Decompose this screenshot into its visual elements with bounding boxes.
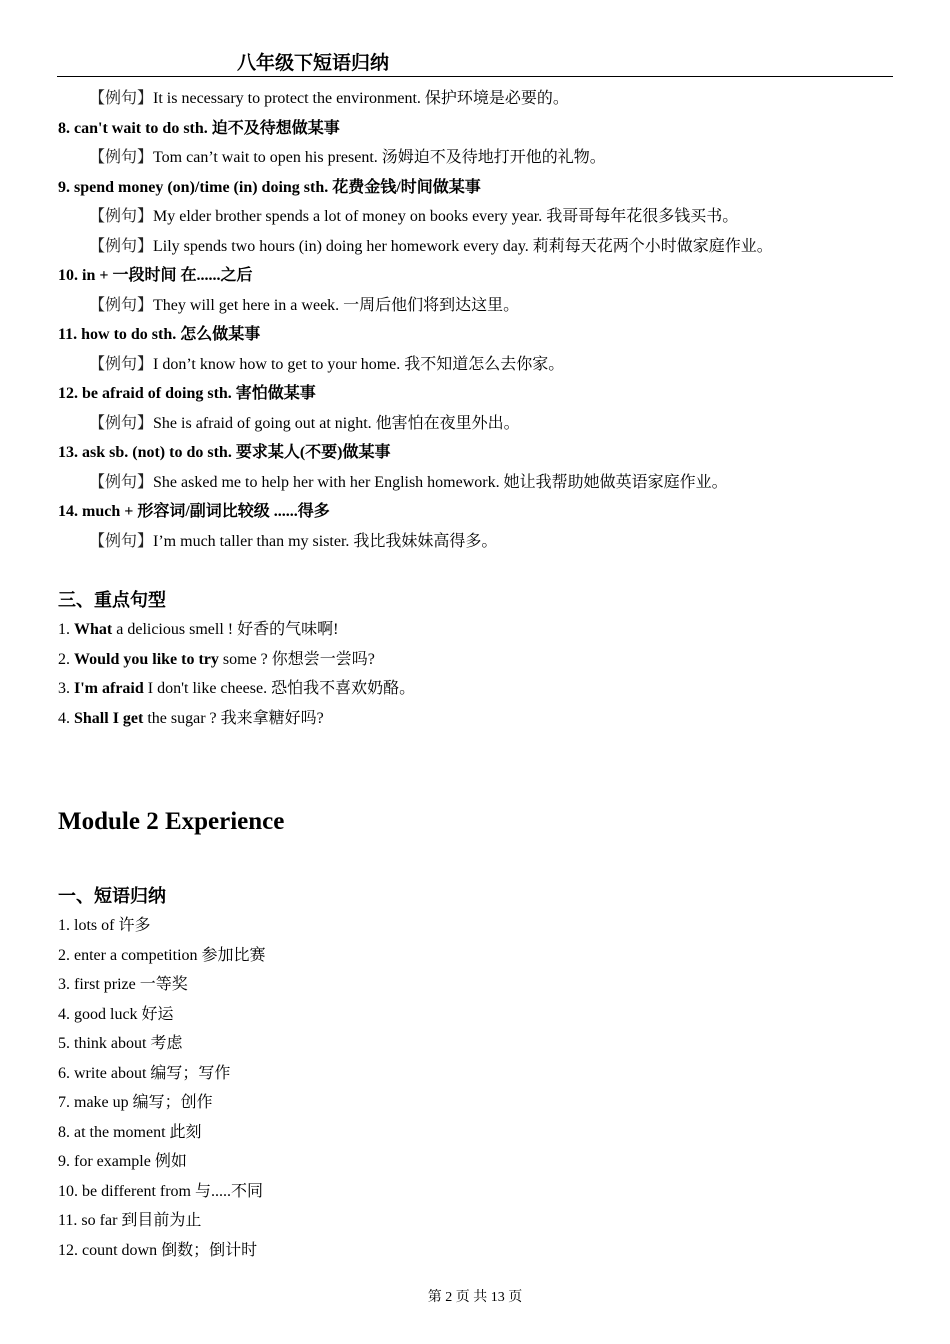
phrase-entry: 11. how to do sth. 怎么做某事 xyxy=(58,326,261,343)
header-rule xyxy=(57,76,893,77)
phrase-list-continued xyxy=(58,84,894,556)
example-sentence xyxy=(58,84,894,114)
example-text: Lily spends two hours (in) doing her homework every day. 莉莉每天花两个小时做家庭作业。 xyxy=(153,237,773,255)
example-sentence xyxy=(58,291,894,321)
phrase-item: 2. enter a competition 参加比赛 xyxy=(58,946,266,964)
example-text: She asked me to help her with her English homework. 她让我帮助她做英语家庭作业。 xyxy=(153,473,728,491)
phrase-item: 4. good luck 好运 xyxy=(58,1005,174,1023)
example-text: I don’t know how to get to your home. 我不知道怎么去你家。 xyxy=(153,355,565,373)
example-tag: 【例句】 xyxy=(89,473,154,491)
phrase-entry: 14. much + 形容词/副词比较级 ......得多 xyxy=(58,503,330,520)
phrase-item: 1. lots of 许多 xyxy=(58,917,151,934)
phrase-item: 7. make up 编写；创作 xyxy=(58,1094,213,1111)
phrase-item: 3. first prize 一等奖 xyxy=(58,976,188,993)
phrase-item: 6. write about 编写；写作 xyxy=(58,1064,231,1082)
example-sentence xyxy=(58,350,894,380)
key-sentence-number: 3. xyxy=(58,680,74,697)
phrase-entry: 9. spend money (on)/time (in) doing sth. 花费金钱/时间做某事 xyxy=(58,178,481,196)
phrase-entry: 8. can't wait to do sth. 迫不及待想做某事 xyxy=(58,119,340,137)
example-tag: 【例句】 xyxy=(89,296,154,314)
phrase-item: 10. be different from 与.....不同 xyxy=(58,1182,263,1200)
spacer xyxy=(58,556,894,586)
header-title: 八年级下短语归纳 xyxy=(237,53,390,74)
key-sentence-rest: a delicious smell ! 好香的气味啊! xyxy=(112,621,339,638)
example-tag: 【例句】 xyxy=(89,355,154,373)
example-sentence xyxy=(58,409,894,439)
section-heading-key-sentences: 三、重点句型 xyxy=(58,589,166,610)
key-sentence xyxy=(58,674,894,704)
example-tag: 【例句】 xyxy=(89,237,154,255)
key-sentence xyxy=(58,615,894,645)
module-title: Module 2 Experience xyxy=(58,808,285,835)
phrase-item: 9. for example 例如 xyxy=(58,1153,187,1170)
example-tag: 【例句】 xyxy=(89,414,154,432)
example-text: It is necessary to protect the environment. 保护环境是必要的。 xyxy=(153,90,569,107)
phrase-item: 11. so far 到目前为止 xyxy=(58,1212,202,1229)
example-tag: 【例句】 xyxy=(89,532,154,550)
key-sentence-pattern: Would you like to try xyxy=(74,650,219,668)
key-sentence xyxy=(58,645,894,675)
example-text: Tom can’t wait to open his present. 汤姆迫不及待地打开他的礼物。 xyxy=(153,149,606,166)
example-sentence xyxy=(58,143,894,173)
example-text: My elder brother spends a lot of money on books every year. 我哥哥每年花很多钱买书。 xyxy=(153,208,739,225)
example-tag: 【例句】 xyxy=(89,149,154,166)
key-sentence-rest: some ? 你想尝一尝吗? xyxy=(218,650,375,668)
key-sentence-pattern: I'm afraid xyxy=(74,680,144,697)
key-sentence-number: 4. xyxy=(58,709,74,727)
key-sentence-number: 2. xyxy=(58,650,74,668)
key-sentence xyxy=(58,704,894,734)
spacer xyxy=(58,852,894,882)
phrase-list xyxy=(58,911,894,1265)
key-sentence-rest: the sugar ? 我来拿糖好吗? xyxy=(143,709,324,727)
key-sentence-pattern: Shall I get xyxy=(74,709,144,727)
section-heading-phrases: 一、短语归纳 xyxy=(58,885,166,906)
phrase-entry: 12. be afraid of doing sth. 害怕做某事 xyxy=(58,385,316,402)
key-sentence-number: 1. xyxy=(58,621,74,638)
phrase-item: 8. at the moment 此刻 xyxy=(58,1123,202,1141)
example-text: She is afraid of going out at night. 他害怕在夜里外出。 xyxy=(153,414,520,432)
example-sentence xyxy=(58,468,894,498)
example-sentence xyxy=(58,202,894,232)
example-sentence xyxy=(58,232,894,262)
example-text: They will get here in a week. 一周后他们将到达这里。 xyxy=(153,296,520,314)
phrase-item: 12. count down 倒数；倒计时 xyxy=(58,1241,258,1259)
example-tag: 【例句】 xyxy=(89,208,154,225)
phrase-item: 5. think about 考虑 xyxy=(58,1035,183,1052)
example-tag: 【例句】 xyxy=(89,90,154,107)
key-sentence-rest: I don't like cheese. 恐怕我不喜欢奶酪。 xyxy=(143,680,416,697)
phrase-entry: 10. in + 一段时间 在......之后 xyxy=(58,267,253,284)
phrase-entry: 13. ask sb. (not) to do sth. 要求某人(不要)做某事 xyxy=(58,444,391,461)
page-footer: 第 2 页 共 13 页 xyxy=(427,1290,523,1305)
key-sentence-list xyxy=(58,615,894,733)
key-sentence-pattern: What xyxy=(74,621,113,638)
page-content xyxy=(58,84,894,1265)
example-sentence xyxy=(58,527,894,557)
example-text: I’m much taller than my sister. 我比我妹妹高得多。 xyxy=(153,532,498,550)
